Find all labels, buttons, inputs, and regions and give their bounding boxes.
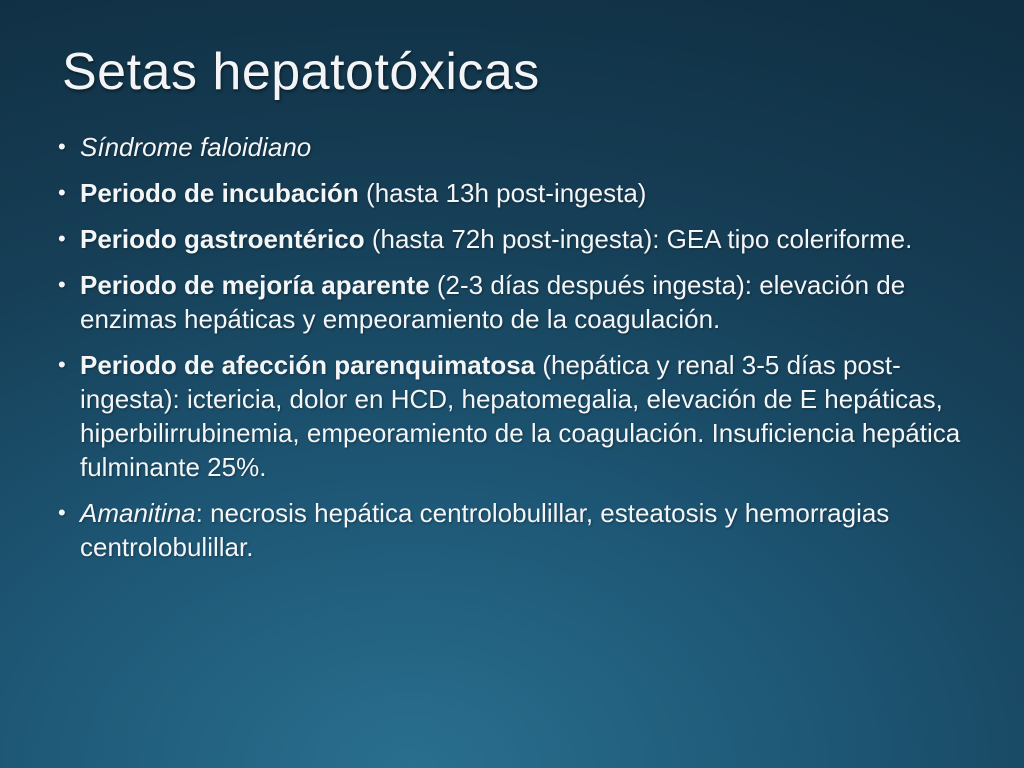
bullet-lead: Periodo de incubación <box>80 178 359 208</box>
bullet-item-afeccion <box>52 348 982 484</box>
bullet-lead: Periodo de afección parenquimatosa <box>80 350 536 380</box>
bullet-text: (hasta 13h post-ingesta) <box>358 178 647 208</box>
bullet-lead: Amanitina <box>80 498 196 528</box>
bullet-dot-icon: • <box>58 180 66 205</box>
bullet-list <box>52 130 982 576</box>
bullet-item-incubacion <box>52 176 982 210</box>
bullet-lead: Periodo de mejoría aparente <box>80 270 430 300</box>
bullet-text: (2-3 días después ingesta): elevación de enzimas hepáticas y empeoramiento de la coagulación. <box>80 270 906 334</box>
bullet-dot-icon: • <box>58 500 66 525</box>
slide-title: Setas hepatotóxicas <box>62 43 540 101</box>
bullet-lead: Periodo gastroentérico <box>80 224 365 254</box>
bullet-item-gastroenterico <box>52 222 982 256</box>
bullet-dot-icon: • <box>58 272 66 297</box>
bullet-dot-icon: • <box>58 352 66 377</box>
bullet-text: (hepática y renal 3-5 días post- ingesta): ictericia, dolor en HCD, hepatomegalia, elevación de E hepáticas, hiperbilirrubinemia, empeoramiento de la coagulación. Insuficiencia hepática fulminante 25%. <box>80 350 961 482</box>
bullet-lead: Síndrome faloidiano <box>80 132 312 162</box>
bullet-item-sindrome <box>52 130 982 164</box>
bullet-text: : necrosis hepática centrolobulillar, esteatosis y hemorragias centrolobulillar. <box>80 498 890 562</box>
bullet-item-amanitina <box>52 496 982 564</box>
bullet-item-mejoria <box>52 268 982 336</box>
bullet-text: (hasta 72h post-ingesta): GEA tipo coleriforme. <box>364 224 913 254</box>
bullet-dot-icon: • <box>58 134 66 159</box>
bullet-dot-icon: • <box>58 226 66 251</box>
